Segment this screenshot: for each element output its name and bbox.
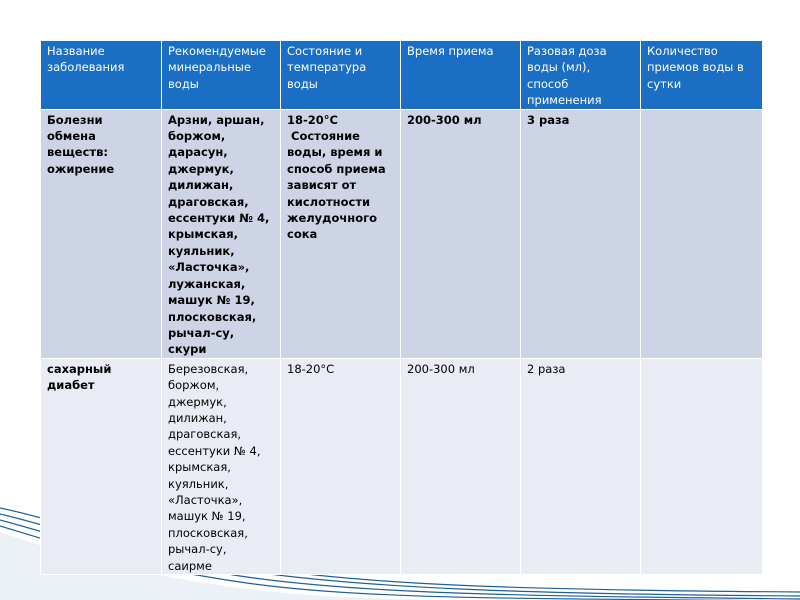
cell-recommended-waters: Арзни, аршан, боржом, дарасун, джермук, дилижан, драговская, ессентуки № 4, крымская, куяльник, «Ласточка», лужанская, машук № 19, плосковская, рычал-су, скури xyxy=(162,109,281,358)
cell-recommended-waters: Березовская, боржом, джермук, дилижан, драговская, ессентуки № 4, крымская, куяльник, «Ласточка», машук № 19, плосковская, рычал-су, саирме xyxy=(162,358,281,574)
cell-intake-time: 200-300 мл xyxy=(401,358,521,574)
table-row xyxy=(41,109,763,358)
cell-disease: Болезни обмена веществ: ожирение xyxy=(41,109,162,358)
cell-water-state: 18-20°С xyxy=(281,358,401,574)
mineral-water-table xyxy=(40,40,763,575)
header-intakes-per-day: Количество приемов воды в сутки xyxy=(641,41,763,110)
header-intake-time: Время приема xyxy=(401,41,521,110)
table-row xyxy=(41,358,763,574)
cell-intake-time: 200-300 мл xyxy=(401,109,521,358)
cell-intakes-per-day xyxy=(641,358,763,574)
cell-single-dose: 3 раза xyxy=(521,109,641,358)
header-disease: Название заболевания xyxy=(41,41,162,110)
cell-water-state: 18-20°С Состояние воды, время и способ приема зависят от кислотности желудочного сока xyxy=(281,109,401,358)
header-single-dose: Разовая доза воды (мл), способ применения xyxy=(521,41,641,110)
cell-single-dose: 2 раза xyxy=(521,358,641,574)
table-header-row xyxy=(41,41,763,110)
cell-intakes-per-day xyxy=(641,109,763,358)
cell-disease: сахарный диабет xyxy=(41,358,162,574)
header-recommended-waters: Рекомендуемые минеральные воды xyxy=(162,41,281,110)
header-water-state-temperature: Состояние и температура воды xyxy=(281,41,401,110)
